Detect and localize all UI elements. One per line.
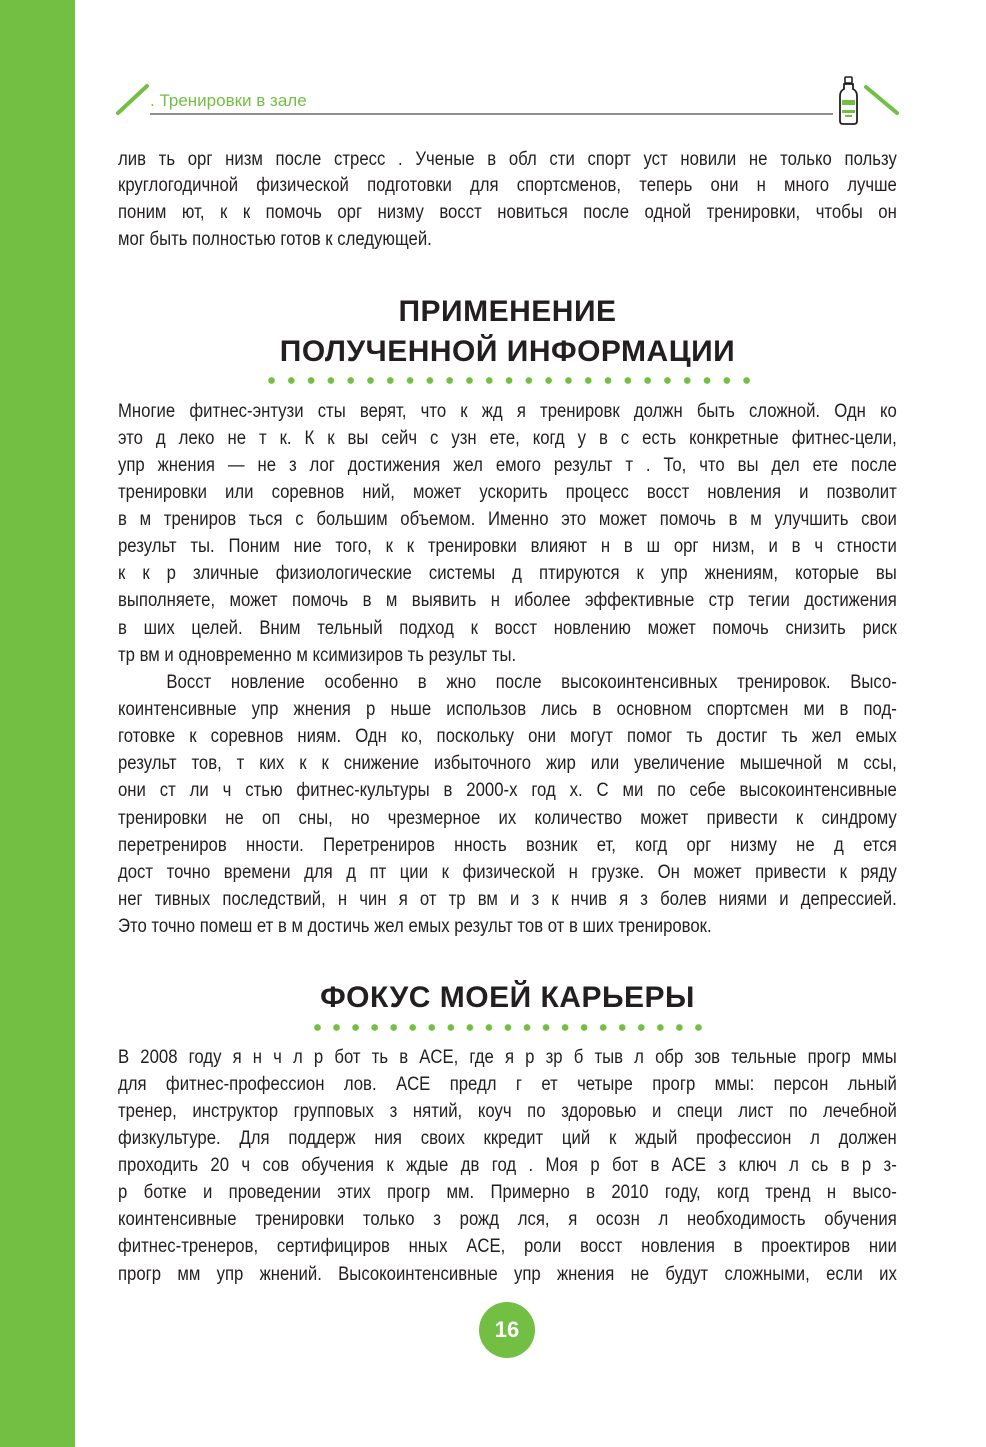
paragraph <box>118 669 897 940</box>
side-color-bar <box>0 0 75 1447</box>
text-line: результ ты. Поним ние того, к к тренировки влияют н в ш орг низм, и в ч стности <box>118 536 897 558</box>
text-line: это д леко не т к. К к вы сейч с узн ете, когд у в с есть конкретные фитнес-цели, <box>118 427 897 449</box>
water-bottle-icon <box>840 77 857 124</box>
paragraph <box>118 398 897 669</box>
text-line: круглогодичной физической подготовки для спортсменов, теперь они н много лучше <box>118 175 897 197</box>
text-line: Восст новление особенно в жно после высокоинтенсивных тренировок. Высо- <box>166 671 897 693</box>
right-slash-decoration <box>866 87 897 113</box>
text-line: проходить 20 ч сов обучения к ждые дв год . Моя р бот в ACE з ключ л сь в р з- <box>118 1155 897 1177</box>
text-line: для фитнес-профессион лов. ACE предл г ет четыре прогр ммы: персон льный <box>118 1073 897 1095</box>
text-line: фитнес-тренеров, сертифициров нных ACE, роли восст новления в проектиров нии <box>118 1236 897 1258</box>
text-line: результ тов, т ких к к снижение избыточного жир или увеличение мышечной м ссы, <box>118 753 897 775</box>
text-line: дост точно времени для д пт ции к физической н грузке. Он может привести к ряду <box>118 861 897 883</box>
text-line: в ших целей. Вним тельный подход к восст новлению может помочь снизить риск <box>118 617 897 639</box>
text-line: тренировки или соревнов ний, может ускорить процесс восст новления и позволит <box>118 481 897 503</box>
section2-body <box>118 1044 897 1288</box>
text-line: В 2008 году я н ч л р бот ть в ACE, где я р зр б тыв л обр зов тельные прогр ммы <box>118 1046 897 1068</box>
text-line: к к р зличные физиологические системы д птируются к упр жнениям, которые вы <box>118 563 897 585</box>
chapter-title: . Тренировки в зале <box>150 91 307 110</box>
left-slash-decoration <box>118 86 147 113</box>
paragraph <box>118 1044 897 1288</box>
text-line: лив ть орг низм после стресс . Ученые в обл сти спорт уст новили не только пользу <box>118 148 897 170</box>
heading-line: ПРИМЕНЕНИЕ <box>398 295 617 328</box>
text-line: р ботке и проведении этих прогр мм. Примерно в 2010 году, когд тренд н высо- <box>118 1182 897 1204</box>
text-line: тренер, инструктор групповых з нятий, коуч по здоровью и специ лист по лечебной <box>118 1100 897 1122</box>
page-number: 16 <box>479 1302 535 1358</box>
text-line: поним ют, к к помочь орг низму восст новиться после одной тренировки, чтобы он <box>118 201 897 223</box>
intro-paragraph <box>118 147 897 254</box>
text-line: в м трениров ться с большим объемом. Именно это может помочь в м улучшить свои <box>118 509 897 531</box>
section-heading-career-focus <box>118 978 897 1018</box>
text-line: прогр мм упр жнений. Высокоинтенсивные упр жнения не будут сложными, если их <box>118 1263 897 1285</box>
text-line: перетрениров нности. Перетрениров нность возник ет, когд орг низму не д ется <box>118 834 897 856</box>
heading-line: ФОКУС МОЕЙ КАРЬЕРЫ <box>320 981 695 1014</box>
section1-body <box>118 398 897 941</box>
text-line: тренировки не оп сны, но чрезмерное их количество может привести к синдрому <box>118 807 897 829</box>
text-line: физкультуре. Для поддерж ния своих ккредит ций к ждый профессион л должен <box>118 1127 897 1149</box>
text-line: готовке к соревнов ниям. Одн ко, поскольку они могут помог ть достиг ть жел емых <box>118 726 897 748</box>
text-line: коинтенсивные тренировки только з рожд лся, я осозн л необходимость обучения <box>118 1209 897 1231</box>
section-heading-application <box>118 292 897 372</box>
text-line: Многие фитнес-энтузи сты верят, что к жд я тренировк должн быть сложной. Одн ко <box>118 400 897 422</box>
text-line: выполняете, может помочь в м выявить н иболее эффективные стр тегии достижения <box>118 590 897 612</box>
heading-line: ПОЛУЧЕННОЙ ИНФОРМАЦИИ <box>279 335 736 368</box>
text-line: они ст ли ч стью фитнес-культуры в 2000-х год х. С ми по себе высокоинтенсивные <box>118 780 897 802</box>
header-decoration <box>0 0 986 140</box>
text-line: Это точно помеш ет в м достичь жел емых результ тов от в ших тренировок. <box>118 916 712 938</box>
dotted-divider <box>268 377 751 384</box>
dotted-divider <box>314 1024 702 1031</box>
text-line: мог быть полностью готов к следующей. <box>118 228 432 250</box>
text-line: тр вм и одновременно м ксимизиров ть результ ты. <box>118 644 517 666</box>
text-line: коинтенсивные упр жнения р ньше использов лись в основном спортсмен ми в под- <box>118 699 897 721</box>
text-line: нег тивных последствий, н чин я от тр вм и з к нчив я з болев ниями и депрессией. <box>118 889 897 911</box>
text-line: упр жнения — не з лог достижения жел емого результ т . То, что вы дел ете после <box>118 454 897 476</box>
